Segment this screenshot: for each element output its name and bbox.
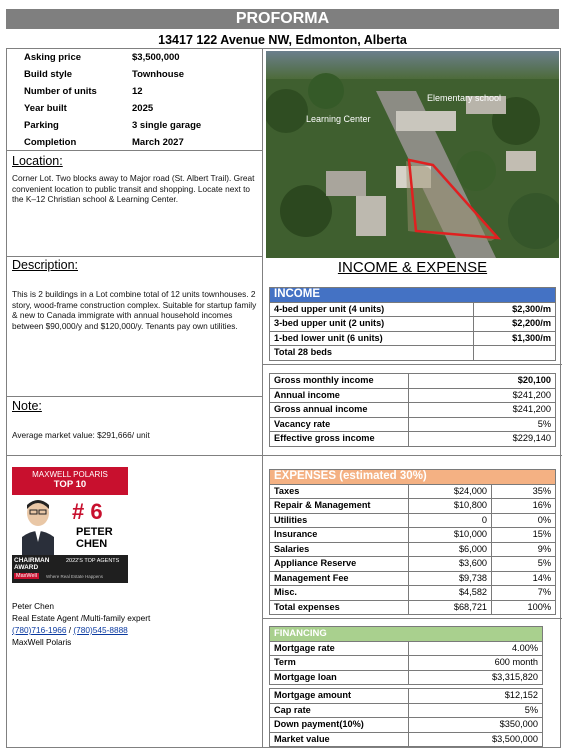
financing-value: 5% (409, 703, 543, 718)
description-text: This is 2 buildings in a Lot combine total of 12 units townhouses. 2 story, wood-frame construction complex. Suitable for startup family & new to Canada immigrate with annual household incomes between $90,000/y and $120,000/y. Tenants pay own utilities. (12, 289, 257, 331)
expense-label: Misc. (270, 586, 409, 601)
expense-pct: 15% (492, 528, 556, 543)
financing-value: 600 month (409, 656, 543, 671)
divider (6, 256, 262, 257)
table-row (270, 718, 543, 733)
income-value: $2,200/m (474, 317, 556, 332)
table-row (270, 528, 556, 543)
income-label: 4-bed upper unit (4 units) (270, 302, 474, 317)
financing-value: $350,000 (409, 718, 543, 733)
expense-value: $10,800 (409, 499, 492, 514)
income-expense-title: INCOME & EXPENSE (337, 259, 488, 276)
table-row (270, 302, 556, 317)
table-row (270, 346, 556, 361)
table-row (270, 703, 543, 718)
summary-value: $229,140 (409, 432, 556, 447)
agent-rank: # 6 (72, 499, 103, 524)
agent-last-name: CHEN (76, 538, 108, 550)
divider (262, 618, 562, 619)
financing-label: Cap rate (270, 703, 409, 718)
summary-label: Gross monthly income (270, 374, 409, 389)
summary-label: Effective gross income (270, 432, 409, 447)
expense-pct: 16% (492, 499, 556, 514)
table-row (270, 641, 543, 656)
expense-label: Taxes (270, 484, 409, 499)
property-label: Parking (24, 120, 59, 131)
expense-pct: 7% (492, 586, 556, 601)
table-row (270, 388, 556, 403)
financing-label: Mortgage rate (270, 641, 409, 656)
table-row (270, 732, 543, 747)
summary-value: 5% (409, 417, 556, 432)
expense-value: $10,000 (409, 528, 492, 543)
table-row (270, 374, 556, 389)
expense-pct: 0% (492, 513, 556, 528)
property-label: Number of units (24, 86, 97, 97)
chairman-award: CHAIRMAN AWARD (14, 557, 50, 571)
property-summary (0, 50, 262, 150)
financing-value: 4.00% (409, 641, 543, 656)
summary-table (269, 373, 556, 447)
divider (6, 396, 262, 397)
agent-role: Real Estate Agent /Multi-family expert (12, 613, 151, 623)
divider (262, 364, 562, 365)
property-value: Townhouse (132, 69, 185, 80)
agent-company: MaxWell Polaris (12, 637, 72, 647)
expense-label: Utilities (270, 513, 409, 528)
table-row (270, 484, 556, 499)
brand-name: MAXWELL POLARIS (32, 470, 108, 479)
table-row (270, 542, 556, 557)
property-value: $3,500,000 (132, 52, 180, 63)
expense-label: Repair & Management (270, 499, 409, 514)
location-heading: Location: (12, 154, 63, 168)
expense-value: $4,582 (409, 586, 492, 601)
expense-value: $6,000 (409, 542, 492, 557)
table-row (270, 417, 556, 432)
summary-value: $241,200 (409, 388, 556, 403)
table-row (270, 689, 543, 704)
property-value: 2025 (132, 103, 154, 114)
phone-link-2[interactable]: (780)545-8888 (73, 625, 128, 635)
expense-label: Management Fee (270, 571, 409, 586)
income-head: INCOME (270, 288, 556, 303)
expenses-head: EXPENSES (estimated 30%) (270, 470, 556, 485)
note-heading: Note: (12, 399, 42, 413)
expenses-table (269, 469, 556, 615)
agent-phones (12, 624, 150, 636)
expense-value: $24,000 (409, 484, 492, 499)
property-label: Completion (24, 137, 77, 148)
financing-label: Down payment(10%) (270, 718, 409, 733)
divider (6, 150, 262, 151)
summary-label: Annual income (270, 388, 409, 403)
financing-value: $3,315,820 (409, 670, 543, 685)
income-label: 3-bed upper unit (2 units) (270, 317, 474, 332)
maxwell-logo: MaxWell (16, 573, 37, 579)
expense-value: $9,738 (409, 571, 492, 586)
expense-value: $68,721 (409, 600, 492, 615)
income-label: 1-bed lower unit (6 units) (270, 331, 474, 346)
table-row (270, 331, 556, 346)
expense-value: $3,600 (409, 557, 492, 572)
financing-head: FINANCING (270, 627, 543, 642)
financing-value: $12,152 (409, 689, 543, 704)
photo-label-center: Learning Center (306, 114, 371, 124)
agent-first-name: PETER (76, 526, 113, 538)
expense-pct: 5% (492, 557, 556, 572)
expense-label: Total expenses (270, 600, 409, 615)
agent-badge-header (12, 467, 128, 495)
aerial-photo (266, 51, 559, 258)
property-value: 12 (132, 86, 143, 97)
summary-label: Vacancy rate (270, 417, 409, 432)
expense-pct: 35% (492, 484, 556, 499)
table-row (270, 571, 556, 586)
award-banner (12, 555, 128, 583)
summary-value: $241,200 (409, 403, 556, 418)
table-row (270, 586, 556, 601)
brand-tagline: Where Real Estate Happens (46, 574, 104, 579)
property-address: 13417 122 Avenue NW, Edmonton, Alberta (158, 33, 407, 47)
expense-value: 0 (409, 513, 492, 528)
phone-link-1[interactable]: (780)716-1966 (12, 625, 67, 635)
description-heading: Description: (12, 258, 78, 272)
financing-table (269, 626, 543, 685)
financing-label: Mortgage loan (270, 670, 409, 685)
table-row (270, 557, 556, 572)
expense-label: Appliance Reserve (270, 557, 409, 572)
expense-pct: 9% (492, 542, 556, 557)
photo-label-school: Elementary school (427, 93, 502, 103)
table-row (270, 432, 556, 447)
financing-label: Mortgage amount (270, 689, 409, 704)
phone-separator: / (66, 625, 74, 635)
table-row (270, 403, 556, 418)
income-table (269, 287, 556, 361)
property-value: March 2027 (132, 137, 184, 148)
financing-value: $3,500,000 (409, 732, 543, 747)
financing-table-2 (269, 688, 543, 747)
property-value: 3 single garage (132, 120, 202, 131)
top-agents-label: 2022'S TOP AGENTS (66, 558, 120, 564)
property-label: Build style (24, 69, 73, 80)
property-label: Asking price (24, 52, 82, 63)
agent-name: Peter Chen (12, 601, 54, 611)
expense-label: Salaries (270, 542, 409, 557)
financing-label: Term (270, 656, 409, 671)
agent-badge-name (76, 526, 113, 550)
income-total: Total 28 beds (270, 346, 474, 361)
agent-avatar (18, 497, 58, 557)
table-row (270, 499, 556, 514)
expense-pct: 100% (492, 600, 556, 615)
financing-label: Market value (270, 732, 409, 747)
summary-label: Gross annual income (270, 403, 409, 418)
income-value: $1,300/m (474, 331, 556, 346)
location-text: Corner Lot. Two blocks away to Major road (St. Albert Trail). Great convenient location to public transit and shopping. Locate next to the K–12 Christian school & Learning Center. (12, 173, 255, 204)
table-row (270, 317, 556, 332)
note-text: Average market value: $291,666/ unit (12, 430, 150, 440)
page-title: PROFORMA (6, 9, 559, 29)
table-row (270, 656, 543, 671)
table-row (270, 513, 556, 528)
column-divider (262, 48, 263, 748)
table-row (270, 670, 543, 685)
table-row (270, 600, 556, 615)
summary-value: $20,100 (409, 374, 556, 389)
agent-info (12, 600, 150, 648)
expense-pct: 14% (492, 571, 556, 586)
expense-label: Insurance (270, 528, 409, 543)
income-value: $2,300/m (474, 302, 556, 317)
divider (6, 455, 562, 456)
top10-label: TOP 10 (53, 479, 87, 490)
property-label: Year built (24, 103, 67, 114)
